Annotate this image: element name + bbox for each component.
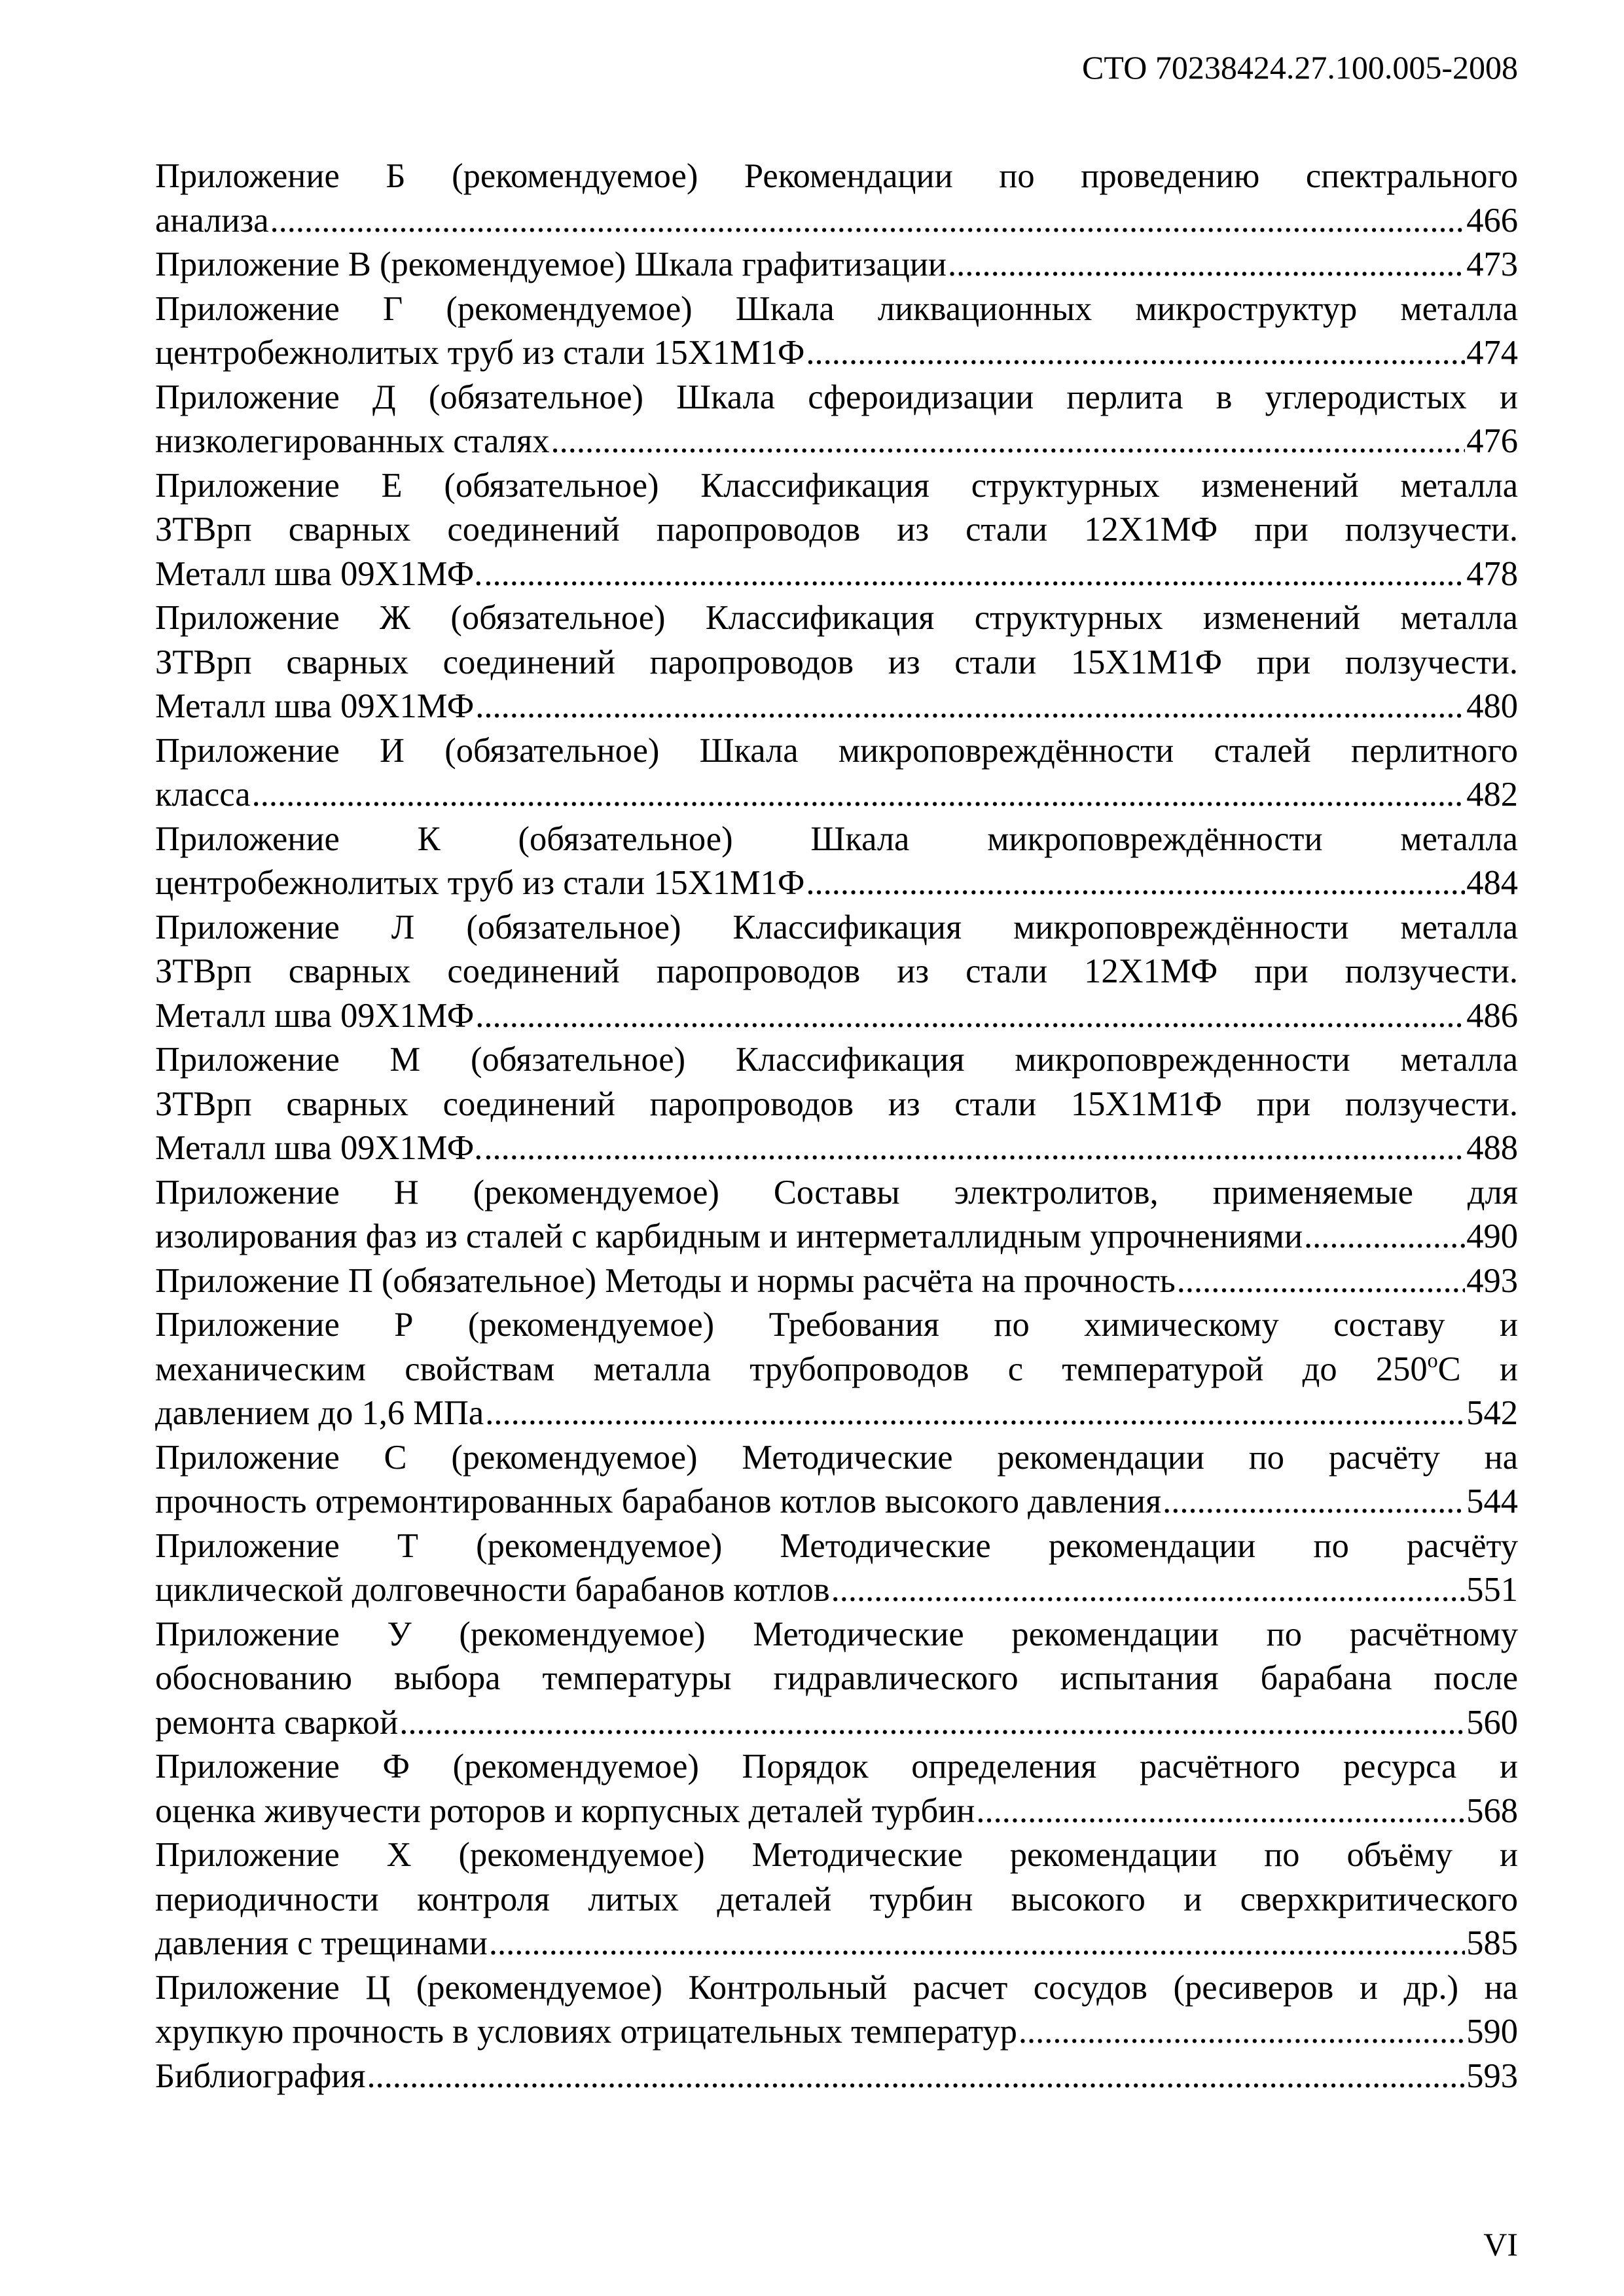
toc-page-number: 542	[1466, 1394, 1518, 1432]
toc-entry-line: Приложение Р (рекомендуемое) Требования по химическому составу и	[155, 1306, 1518, 1344]
toc-page-number: 493	[1466, 1261, 1518, 1300]
toc-entry-title: Металл шва 09Х1МФ.	[155, 1129, 483, 1167]
toc-entry-title: ремонта сваркой	[155, 1703, 399, 1742]
dot-leader	[1177, 1259, 1466, 1304]
toc-line-text: С и	[1437, 1350, 1518, 1388]
toc-page-number: 593	[1466, 2056, 1518, 2095]
toc-entry-title: Библиография	[155, 2056, 366, 2095]
toc-entry-line: Приложение С (рекомендуемое) Методические рекомендации по расчёту на	[155, 1438, 1518, 1477]
page-number-footer: VI	[1483, 2226, 1518, 2263]
toc-entry-last-line	[155, 1480, 1518, 1524]
toc-entry-line: Приложение Л (обязательное) Классификация микроповреждённости металла	[155, 908, 1518, 946]
toc-entry-appendix-m[interactable]	[155, 1038, 1518, 1171]
toc-entry-line: периодичности контроля литых деталей турбин высокого и сверхкритического	[155, 1880, 1518, 1918]
toc-entry-last-line	[155, 552, 1518, 597]
dot-leader	[1163, 1480, 1465, 1524]
toc-page-number: 585	[1466, 1924, 1518, 1962]
toc-page-number: 476	[1466, 422, 1518, 460]
toc-entry-line: ЗТВрп сварных соединений паропроводов из стали 12Х1МФ при ползучести.	[155, 511, 1518, 548]
toc-entry-line	[155, 1348, 1518, 1392]
dot-leader	[484, 552, 1465, 597]
toc-entry-title: изолирования фаз из сталей с карбидным и интерметаллидным упрочнениями	[155, 1217, 1303, 1255]
toc-entry-line: Приложение Г (рекомендуемое) Шкала ликвационных микроструктур металла	[155, 289, 1518, 328]
toc-page-number: 488	[1466, 1129, 1518, 1167]
toc-entry-line: ЗТВрп сварных соединений паропроводов из стали 15Х1М1Ф при ползучести.	[155, 1085, 1518, 1123]
toc-page-number: 551	[1466, 1571, 1518, 1609]
toc-page-number: 560	[1466, 1703, 1518, 1742]
toc-page-number: 466	[1466, 201, 1518, 240]
dot-leader	[806, 331, 1465, 376]
toc-entry-last-line	[155, 994, 1518, 1039]
toc-entry-line: Приложение И (обязательное) Шкала микроповреждённости сталей перлитного	[155, 731, 1518, 770]
toc-entry-line: Приложение У (рекомендуемое) Методические рекомендации по расчётному	[155, 1615, 1518, 1653]
toc-entry-appendix-s[interactable]	[155, 1436, 1518, 1524]
toc-entry-title: давления с трещинами	[155, 1924, 488, 1962]
toc-entry-appendix-u[interactable]	[155, 1613, 1518, 1746]
dot-leader	[831, 1568, 1466, 1613]
toc-entry-last-line	[155, 1259, 1518, 1304]
toc-entry-title: Металл шва 09Х1МФ	[155, 687, 475, 725]
toc-entry-appendix-k[interactable]	[155, 817, 1518, 906]
toc-entry-last-line	[155, 1568, 1518, 1613]
toc-entry-line: Приложение М (обязательное) Классификация микроповрежденности металла	[155, 1041, 1518, 1079]
toc-entry-title: Металл шва 09Х1МФ.	[155, 554, 483, 593]
toc-entry-line: Приложение К (обязательное) Шкала микроповреждённости металла	[155, 819, 1518, 858]
toc-entry-title: класса	[155, 776, 251, 814]
toc-entry-appendix-d[interactable]	[155, 376, 1518, 464]
toc-entry-appendix-e[interactable]	[155, 464, 1518, 597]
degree-superscript: о	[1427, 1348, 1438, 1372]
dot-leader	[976, 1789, 1465, 1834]
toc-entry-appendix-kh[interactable]	[155, 1833, 1518, 1966]
toc-entry-appendix-t[interactable]	[155, 1524, 1518, 1613]
dot-leader	[1304, 1215, 1465, 1259]
toc-entry-last-line	[155, 2054, 1518, 2099]
dot-leader	[489, 1922, 1465, 1966]
toc-entry-title: низколегированных сталях	[155, 422, 550, 460]
toc-entry-title: хрупкую прочность в условиях отрицательных температур	[155, 2013, 1017, 2051]
toc-entry-appendix-f[interactable]	[155, 1745, 1518, 1833]
dot-leader	[485, 1391, 1465, 1436]
toc-page-number: 478	[1466, 554, 1518, 593]
toc-entry-line: Приложение Б (рекомендуемое) Рекомендации по проведению спектрального	[155, 157, 1518, 195]
toc-page-number: 484	[1466, 864, 1518, 902]
toc-entry-bibliography[interactable]	[155, 2054, 1518, 2099]
toc-entry-line: Приложение Ц (рекомендуемое) Контрольный расчет сосудов (ресиверов и др.) на	[155, 1968, 1518, 2007]
toc-entry-title: Металл шва 09Х1МФ	[155, 996, 475, 1035]
toc-page-number: 568	[1466, 1791, 1518, 1830]
dot-leader	[475, 994, 1465, 1039]
toc-page-number: 480	[1466, 687, 1518, 725]
toc-entry-line: обоснованию выбора температуры гидравлического испытания барабана после	[155, 1659, 1518, 1697]
toc-entry-title: давлением до 1,6 МПа	[155, 1394, 484, 1432]
toc-entry-title: оценка живучести роторов и корпусных деталей турбин	[155, 1791, 975, 1830]
toc-entry-last-line	[155, 1391, 1518, 1436]
toc-entry-line: Приложение Т (рекомендуемое) Методические рекомендации по расчёту	[155, 1526, 1518, 1565]
table-of-contents	[155, 154, 1518, 2098]
toc-entry-line: Приложение Х (рекомендуемое) Методические рекомендации по объёму и	[155, 1836, 1518, 1874]
toc-entry-appendix-g[interactable]	[155, 287, 1518, 376]
toc-entry-title: Приложение В (рекомендуемое) Шкала графитизации	[155, 245, 947, 283]
toc-entry-appendix-l[interactable]	[155, 906, 1518, 1039]
toc-entry-appendix-zh[interactable]	[155, 596, 1518, 729]
toc-entry-line: Приложение Ж (обязательное) Классификация структурных изменений металла	[155, 599, 1518, 637]
toc-entry-last-line	[155, 685, 1518, 729]
toc-entry-title: анализа	[155, 201, 269, 240]
document-code-header: СТО 70238424.27.100.005-2008	[1082, 49, 1518, 86]
dot-leader	[806, 861, 1465, 906]
toc-entry-line: Приложение Ф (рекомендуемое) Порядок определения расчётного ресурса и	[155, 1748, 1518, 1785]
toc-entry-appendix-ts[interactable]	[155, 1966, 1518, 2054]
toc-entry-last-line	[155, 243, 1518, 287]
toc-page-number: 486	[1466, 996, 1518, 1035]
toc-page-number: 490	[1466, 1217, 1518, 1255]
toc-line-text: механическим свойствам металла трубопроводов с температурой до 250	[155, 1350, 1428, 1388]
toc-page-number: 473	[1466, 245, 1518, 283]
dot-leader	[270, 199, 1466, 243]
toc-entry-title: Приложение П (обязательное) Методы и нормы расчёта на прочность	[155, 1261, 1176, 1300]
toc-entry-line: ЗТВрп сварных соединений паропроводов из стали 12Х1МФ при ползучести.	[155, 952, 1518, 990]
toc-entry-appendix-b[interactable]	[155, 154, 1518, 243]
toc-entry-last-line	[155, 1922, 1518, 1966]
toc-page-number: 474	[1466, 334, 1518, 372]
dot-leader	[948, 243, 1465, 287]
toc-entry-last-line	[155, 420, 1518, 464]
dot-leader	[252, 773, 1466, 817]
toc-entry-last-line	[155, 199, 1518, 243]
toc-page-number: 590	[1466, 2013, 1518, 2051]
toc-entry-last-line	[155, 331, 1518, 376]
toc-entry-appendix-r[interactable]	[155, 1303, 1518, 1436]
toc-entry-last-line	[155, 2010, 1518, 2054]
toc-entry-last-line	[155, 773, 1518, 817]
toc-entry-title: циклической долговечности барабанов котлов	[155, 1571, 830, 1609]
toc-page-number: 544	[1466, 1482, 1518, 1520]
toc-entry-last-line	[155, 1215, 1518, 1259]
toc-entry-last-line	[155, 1789, 1518, 1834]
toc-entry-title: прочность отремонтированных барабанов котлов высокого давления	[155, 1482, 1162, 1520]
toc-entry-appendix-n[interactable]	[155, 1171, 1518, 1259]
dot-leader	[484, 1126, 1465, 1171]
toc-entry-appendix-v[interactable]	[155, 243, 1518, 287]
toc-entry-appendix-i[interactable]	[155, 729, 1518, 817]
dot-leader	[1019, 2010, 1465, 2054]
toc-entry-line: Приложение Е (обязательное) Классификация структурных изменений металла	[155, 466, 1518, 505]
dot-leader	[475, 685, 1465, 729]
toc-entry-last-line	[155, 1701, 1518, 1746]
toc-page-number: 482	[1466, 776, 1518, 814]
toc-entry-last-line	[155, 1126, 1518, 1171]
toc-entry-appendix-p[interactable]	[155, 1259, 1518, 1304]
toc-entry-line: Приложение Н (рекомендуемое) Составы электролитов, применяемые для	[155, 1173, 1518, 1211]
dot-leader	[367, 2054, 1466, 2099]
toc-entry-title: центробежнолитых труб из стали 15Х1М1Ф	[155, 864, 805, 902]
toc-entry-line: ЗТВрп сварных соединений паропроводов из стали 15Х1М1Ф при ползучести.	[155, 643, 1518, 681]
dot-leader	[399, 1701, 1465, 1746]
toc-entry-line: Приложение Д (обязательное) Шкала сфероидизации перлита в углеродистых и	[155, 378, 1518, 416]
toc-entry-title: центробежнолитых труб из стали 15Х1М1Ф	[155, 334, 805, 372]
toc-entry-last-line	[155, 861, 1518, 906]
dot-leader	[550, 420, 1465, 464]
